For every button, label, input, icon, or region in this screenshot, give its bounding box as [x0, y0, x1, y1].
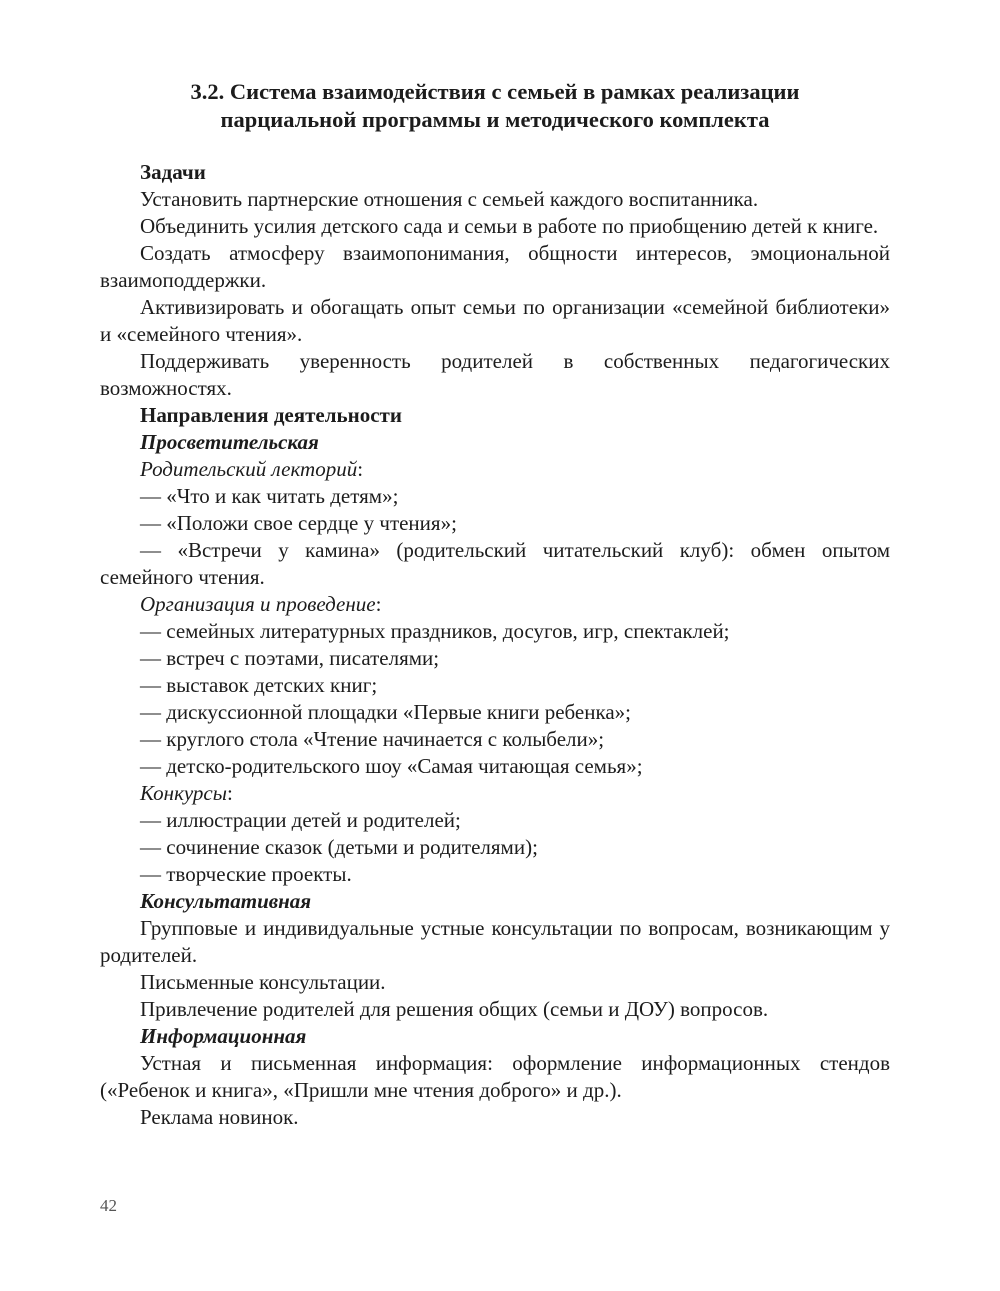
paragraph — [100, 402, 890, 429]
document-body — [100, 159, 890, 1131]
paragraph-text: — «Что и как читать детям»; — [140, 484, 399, 508]
paragraph-text: Привлечение родителей для решения общих (семьи и ДОУ) вопросов. — [140, 997, 769, 1021]
paragraph-text: Объединить усилия детского сада и семьи в работе по приобщению детей к книге. — [140, 214, 879, 238]
paragraph-text: — семейных литературных праздников, досугов, игр, спектаклей; — [140, 619, 730, 643]
paragraph-text: — сочинение сказок (детьми и родителями); — [140, 835, 538, 859]
paragraph-text: Просветительская — [140, 430, 319, 454]
paragraph — [100, 780, 890, 807]
paragraph — [100, 429, 890, 456]
paragraph-text: — «Положи свое сердце у чтения»; — [140, 511, 457, 535]
paragraph — [100, 456, 890, 483]
paragraph-text: Активизировать и обогащать опыт семьи по организации «семейной библиотеки» и «семейного чтения». — [100, 295, 890, 346]
paragraph-text: — детско-родительского шоу «Самая читающая семья»; — [140, 754, 643, 778]
paragraph-text: Информационная — [140, 1024, 307, 1048]
paragraph — [100, 348, 890, 402]
paragraph — [100, 1023, 890, 1050]
paragraph-text: Направления деятельности — [140, 403, 402, 427]
paragraph-text: Устная и письменная информация: оформление информационных стендов («Ребенок и книга», «Пришли мне чтения доброго» и др.). — [100, 1051, 890, 1102]
paragraph-suffix: : — [226, 781, 233, 805]
paragraph-text: Групповые и индивидуальные устные консультации по вопросам, возникающим у родителей. — [100, 916, 890, 967]
page-number: 42 — [100, 1196, 117, 1215]
paragraph — [100, 672, 890, 699]
paragraph — [100, 186, 890, 213]
paragraph — [100, 483, 890, 510]
paragraph-text: Консультативная — [140, 889, 312, 913]
paragraph-text: Реклама новинок. — [140, 1105, 299, 1129]
paragraph — [100, 888, 890, 915]
paragraph — [100, 753, 890, 780]
section-heading — [100, 78, 890, 134]
paragraph — [100, 726, 890, 753]
paragraph-suffix: : — [375, 592, 382, 616]
paragraph — [100, 510, 890, 537]
paragraph-text: — «Встречи у камина» (родительский читательский клуб): обмен опытом семейного чтения. — [100, 538, 890, 589]
paragraph — [100, 861, 890, 888]
paragraph — [100, 807, 890, 834]
paragraph-suffix: : — [357, 457, 364, 481]
paragraph — [100, 1104, 890, 1131]
paragraph — [100, 618, 890, 645]
paragraph — [100, 915, 890, 969]
paragraph — [100, 969, 890, 996]
paragraph — [100, 591, 890, 618]
paragraph — [100, 213, 890, 240]
paragraph — [100, 240, 890, 294]
paragraph — [100, 1050, 890, 1104]
paragraph — [100, 699, 890, 726]
paragraph-text: — круглого стола «Чтение начинается с колыбели»; — [140, 727, 605, 751]
paragraph — [100, 294, 890, 348]
paragraph-text: Письменные консультации. — [140, 970, 386, 994]
paragraph — [100, 996, 890, 1023]
paragraph — [100, 537, 890, 591]
paragraph-text: — дискуссионной площадки «Первые книги ребенка»; — [140, 700, 632, 724]
paragraph-text: Задачи — [140, 160, 206, 184]
paragraph-text: Организация и проведение — [140, 592, 376, 616]
paragraph-text: Родительский лекторий — [140, 457, 358, 481]
paragraph-text: Конкурсы — [140, 781, 227, 805]
paragraph-text: Создать атмосферу взаимопонимания, общности интересов, эмоциональной взаимоподдержки. — [100, 241, 890, 292]
paragraph — [100, 645, 890, 672]
paragraph — [100, 159, 890, 186]
section-heading-line-2: парциальной программы и методического комплекта — [220, 107, 770, 132]
section-heading-line-1: 3.2. Система взаимодействия с семьей в рамках реализации — [190, 79, 800, 104]
paragraph-text: — творческие проекты. — [140, 862, 352, 886]
paragraph-text: — иллюстрации детей и родителей; — [140, 808, 461, 832]
paragraph-text: — встреч с поэтами, писателями; — [140, 646, 440, 670]
paragraph-text: Установить партнерские отношения с семьей каждого воспитанника. — [140, 187, 759, 211]
paragraph-text: — выставок детских книг; — [140, 673, 378, 697]
paragraph — [100, 834, 890, 861]
paragraph-text: Поддерживать уверенность родителей в собственных педагогических возможностях. — [100, 349, 890, 400]
